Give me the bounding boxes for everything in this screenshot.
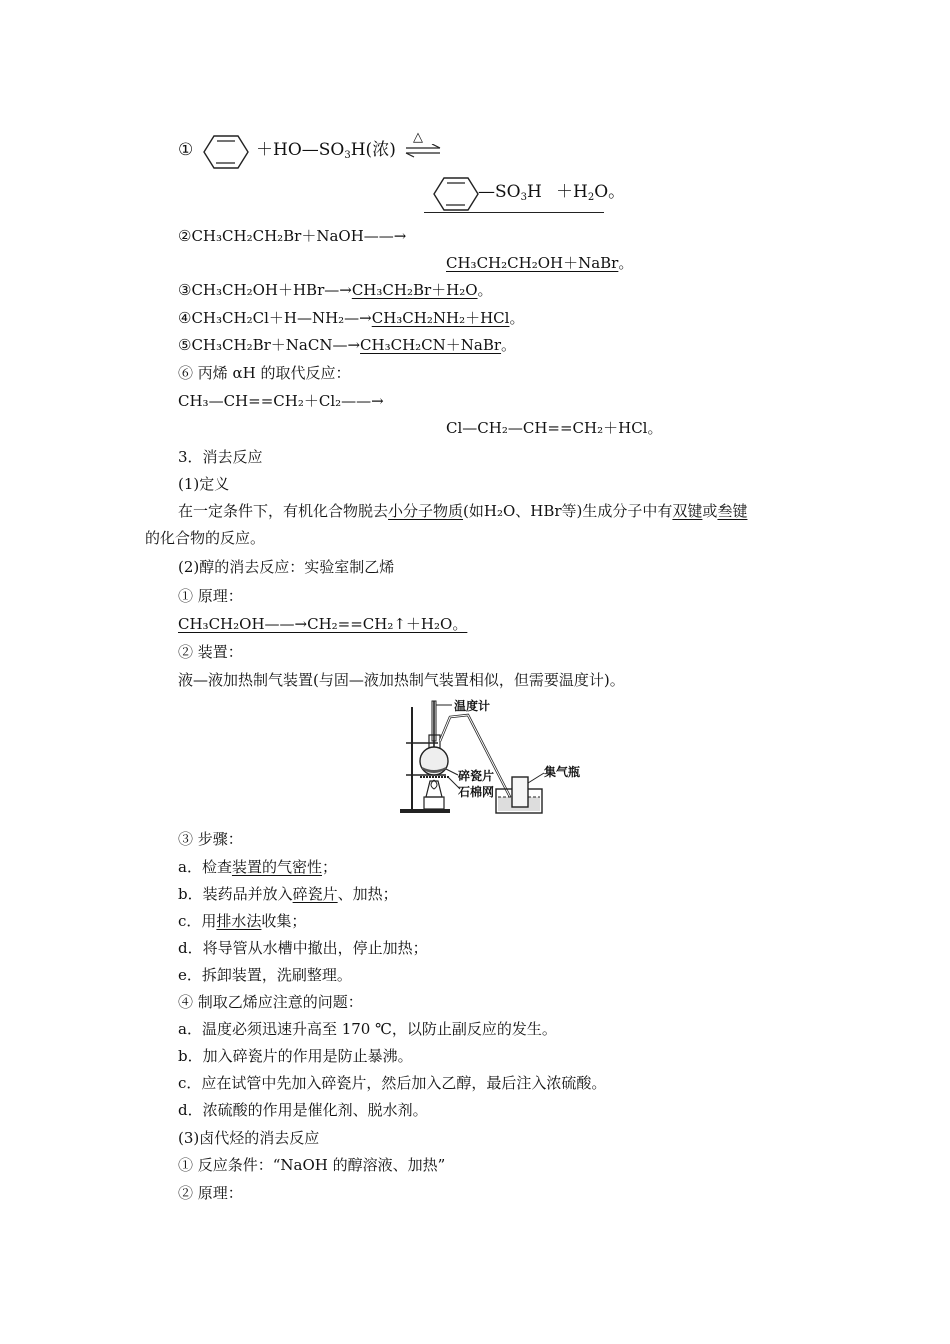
step-a: a．检查装置的气密性；: [178, 858, 337, 876]
definition-text: 在一定条件下，有机化合物脱去小分子物质(如H₂O、HBr等)生成分子中有双键或叁键: [178, 502, 748, 520]
reaction-2-left: ②CH₃CH₂CH₂Br＋NaOH——→: [178, 227, 407, 245]
notes-label: ④ 制取乙烯应注意的问题：: [178, 993, 363, 1011]
heat-condition: △: [413, 130, 423, 145]
step-d: d．将导管从水槽中撤出，停止加热；: [178, 939, 428, 957]
gas-bottle-label: 集气瓶: [544, 765, 581, 779]
note-a: a．温度必须迅速升高至 170 ℃，以防止副反应的发生。: [178, 1020, 557, 1038]
reaction-6-left: CH₃—CH==CH₂＋Cl₂——→: [178, 392, 384, 410]
reaction-3: ③CH₃CH₂OH＋HBr—→CH₃CH₂Br＋H₂O。: [178, 281, 493, 299]
alcohol-elimination-heading: (2)醇的消去反应：实验室制乙烯: [178, 558, 395, 576]
reaction-6-product: Cl—CH₂—CH==CH₂＋HCl。: [446, 419, 663, 437]
reaction-6-heading: ⑥ 丙烯 αH 的取代反应：: [178, 364, 351, 382]
apparatus-figure: [398, 697, 588, 817]
note-d: d．浓硫酸的作用是催化剂、脱水剂。: [178, 1101, 428, 1119]
step-c: c．用排水法收集；: [178, 912, 307, 930]
reaction-4: ④CH₃CH₂Cl＋H—NH₂—→CH₃CH₂NH₂＋HCl。: [178, 309, 525, 327]
note-b: b．加入碎瓷片的作用是防止暴沸。: [178, 1047, 413, 1065]
thermometer-label: 温度计: [454, 699, 491, 713]
apparatus-description: 液—液加热制气装置(与固—液加热制气装置相似，但需要温度计)。: [178, 671, 625, 689]
principle-label: ① 原理：: [178, 587, 243, 605]
asbestos-gauze-label: 石棉网: [458, 785, 495, 799]
steps-label: ③ 步骤：: [178, 830, 243, 848]
porcelain-chips-label: 碎瓷片: [458, 769, 495, 783]
water-product: $+H_2O$。: [556, 182, 626, 203]
note-c: c．应在试管中先加入碎瓷片，然后加入乙醇，最后注入浓硫酸。: [178, 1074, 607, 1092]
reaction-2-product: CH₃CH₂CH₂OH＋NaBr。: [446, 254, 634, 272]
haloalkane-principle: ② 原理：: [178, 1184, 243, 1202]
sulfuric-acid-reagent: $+HO—SO_3H$(浓): [256, 140, 396, 161]
benzene-ring-icon: [432, 174, 480, 214]
haloalkane-heading: (3)卤代烃的消去反应: [178, 1129, 320, 1147]
definition-heading: (1)定义: [178, 475, 230, 493]
step-e: e．拆卸装置，洗刷整理。: [178, 966, 352, 984]
step-b: b．装药品并放入碎瓷片、加热；: [178, 885, 398, 903]
definition-text-cont: 的化合物的反应。: [145, 529, 266, 547]
answer-underline: [424, 212, 604, 213]
haloalkane-condition: ① 反应条件：“NaOH 的醇溶液、加热”: [178, 1156, 446, 1174]
benzene-ring-icon: [202, 132, 250, 172]
reaction-number: ①: [178, 140, 194, 160]
section-title: 3．消去反应: [178, 448, 263, 466]
principle-equation: CH₃CH₂OH——→CH₂==CH₂↑＋H₂O。: [178, 615, 468, 633]
reversible-arrow-icon: [404, 144, 442, 158]
apparatus-label: ② 装置：: [178, 643, 243, 661]
benzenesulfonic-acid-product: $—SO_3H$: [478, 182, 542, 203]
reaction-5: ⑤CH₃CH₂Br＋NaCN—→CH₃CH₂CN＋NaBr。: [178, 336, 517, 354]
